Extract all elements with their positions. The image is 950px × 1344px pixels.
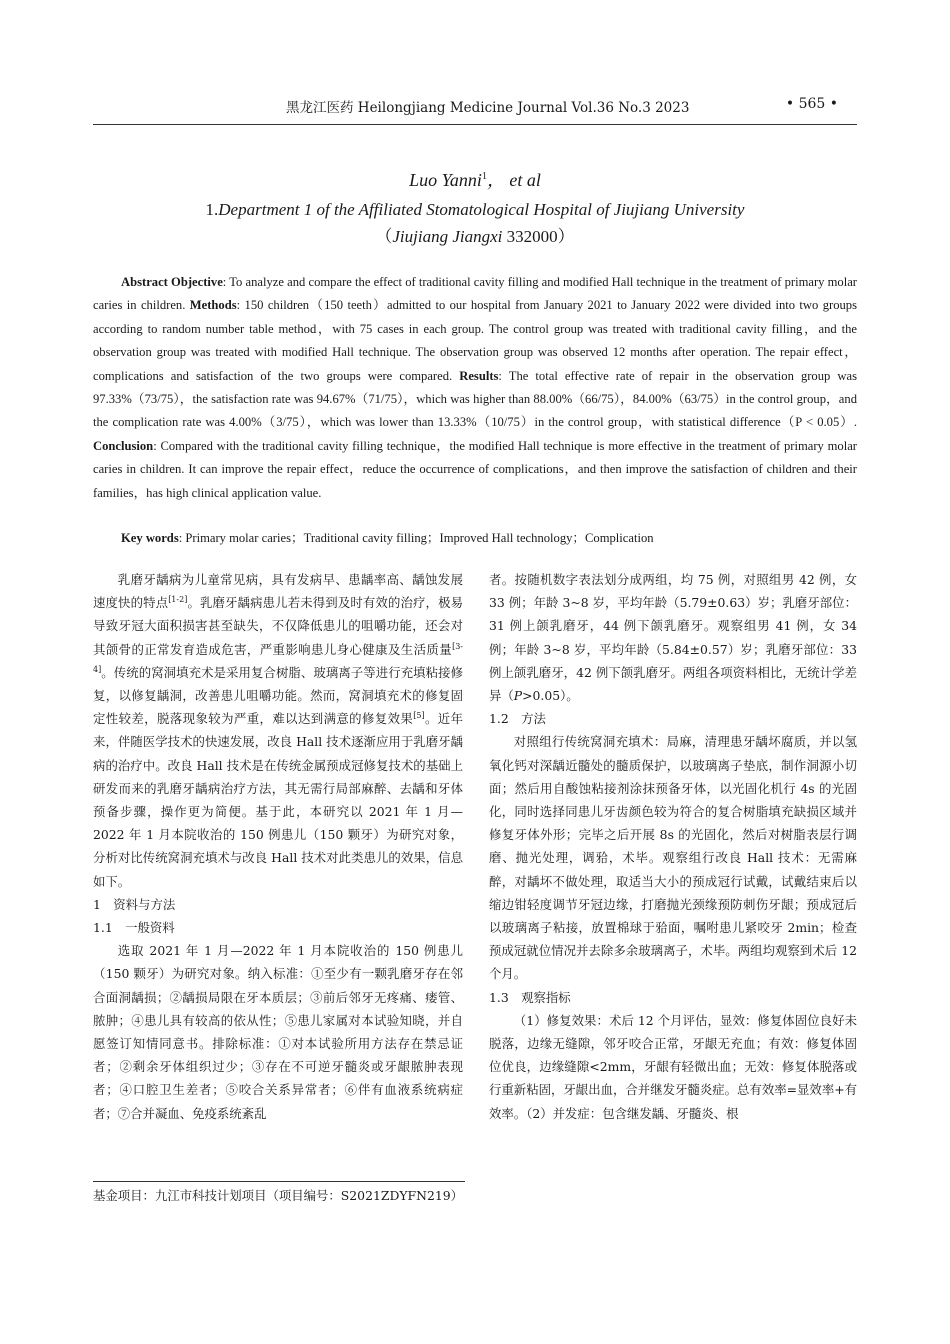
- subsection-heading: 1.2 方法: [489, 711, 546, 727]
- author-etal: ， et al: [486, 170, 541, 190]
- english-abstract: [93, 271, 857, 505]
- continued-text-a: 者。按随机数字表法划分成两组，均 75 例，对照组男 42 例，女 33 例；年龄 3~8 岁，平均年龄（5.79±0.63）岁；乳磨牙部位：31 例上颌乳磨牙，44 例下颌乳磨牙。观察组男 41 例，女 34 例；年龄 3~8 岁，平均年龄（5.84±0.57）岁；乳磨牙部位：33 例上颌乳磨牙，42 例下颌乳磨牙。两组各项资料相比，无统计学差异（: [489, 572, 857, 704]
- affiliation-city: Jiujiang Jiangxi: [392, 227, 503, 246]
- abstract-objective-label: Abstract Objective: [121, 275, 223, 289]
- affiliation: [0, 196, 950, 250]
- abstract-results-text: : The total effective rate of repair in the observation group was 97.33%（73/75），the satisfaction rate was 94.67%（71/75），which was higher than 88.00%（66/75），84.00%（63/75）in the control group，and the complication rate was 4.00%（3/75），which was lower than 13.33%（10/75）in the control group，with statistical difference（P < 0.05）.: [93, 368, 857, 430]
- intro-text-c: 。传统的窝洞填充术是采用复合树脂、玻璃离子等进行充填粘接修复，以修复龋洞，改善患儿咀嚼功能。然而，窝洞填充术的修复固定性较差，脱落现象较为严重，难以达到满意的修复效果: [93, 664, 463, 727]
- affiliation-number: 1.: [205, 200, 219, 219]
- p-value-symbol: P: [513, 688, 523, 704]
- keywords: [93, 527, 857, 550]
- methods-paragraph: 对照组行传统窝洞充填术：局麻，清理患牙龋坏腐质，并以氢氧化钙对深龋近髓处的髓质保护，以玻璃离子垫底，制作洞源小切面；然后用自酸蚀粘接剂涂抹预备牙体，以光固化机行 4s 的光固化，同时选择同患儿牙齿颜色较为符合的复合树脂填充缺损区域并修复牙体外形；完毕之后开展 8s 的光固化，然后对树脂表层行调磨、抛光处理，调𬌗，术毕。观察组行改良 Hall 技术：无需麻醉，对龋坏不做处理，取适当大小的预成冠行试戴，试戴结束后以缩边钳轻度调节牙冠边缘，打磨抛光颈缘预防刺伤牙龈；预成冠后以玻璃离子粘接，放置棉球于𬌗面，嘱咐患儿紧咬牙 2min；检查预成冠就位情况并去除多余玻璃离子，术毕。两组均观察到术后 12 个月。: [489, 734, 857, 982]
- abstract-conclusion-text: : Compared with the traditional cavity filling technique，the modified Hall technique is more effective in the treatment of primary molar caries in children. It can improve the repair effect，reduce the occurrence of complications，and then improve the satisfaction of children and their families，has high clinical application value.: [93, 438, 857, 500]
- affiliation-paren: （: [375, 227, 393, 246]
- affiliation-line-1: [0, 196, 950, 223]
- abstract-methods-label: Methods: [189, 298, 237, 313]
- continued-paragraph: [489, 568, 857, 707]
- citation-ref: [3-4]: [93, 641, 463, 674]
- running-header: 黑龙江医药 Heilongjiang Medicine Journal Vol.36 No.3 2023: [286, 100, 690, 116]
- abstract-conclusion-label: Conclusion: [93, 438, 154, 453]
- author-line: [0, 166, 950, 192]
- indicators-paragraph: （1）修复效果：术后 12 个月评估，显效：修复体固位良好未脱落，边缘无缝隙，邻牙咬合正常，牙龈无充血；有效：修复体固位优良，边缘缝隙<2mm，牙龈有轻微出血；无效：修复体脱落或行重新粘固，牙龈出血，合并继发牙髓炎症。总有效率=显效率+有效率。（2）并发症：包含继发龋、牙髓炎、根: [489, 1012, 857, 1121]
- funding-footnote: 基金项目：九江市科技计划项目（项目编号：S2021ZDYFN219）: [93, 1188, 464, 1203]
- right-column: [489, 568, 857, 1125]
- intro-paragraph: [93, 568, 463, 893]
- citation-ref: [5]: [413, 711, 425, 721]
- affiliation-postcode: 332000）: [502, 227, 575, 246]
- abstract-results-label: Results: [459, 368, 499, 383]
- footnote-rule: [93, 1181, 465, 1182]
- header-rule: [93, 124, 857, 125]
- keywords-text: : Primary molar caries；Traditional cavity filling；Improved Hall technology；Complication: [178, 531, 654, 545]
- intro-text-a: 乳磨牙龋病为儿童常见病，具有发病早、患龋率高、龋蚀发展速度快的特点: [93, 572, 463, 611]
- abstract-objective-text: : To analyze and compare the effect of traditional cavity filling and modified Hall technique in the treatment of primary molar caries in children.: [93, 275, 857, 313]
- abstract-methods-text: : 150 children（150 teeth）admitted to our hospital from January 2021 to January 2022 were divided into two groups according to random number table method，with 75 cases in each group. The control group was treated with traditional cavity filling，and the observation group was treated with modified Hall technique. The observation group was observed 12 months after operation. The repair effect，complications and satisfaction of the two groups were compared.: [93, 298, 857, 383]
- continued-text-b: >0.05）。: [522, 688, 579, 704]
- affiliation-institution: Department 1 of the Affiliated Stomatological Hospital of Jiujiang University: [218, 200, 745, 219]
- general-data-paragraph: 选取 2021 年 1 月—2022 年 1 月本院收治的 150 例患儿（150 颗牙）为研究对象。纳入标准：①至少有一颗乳磨牙存在邻合面洞龋损；②龋损局限在牙本质层；③前后邻牙无疼痛、瘘管、脓肿；④患儿具有较高的依从性；⑤患儿家属对本试验知晓，并自愿签订知情同意书。排除标准：①对本试验所用方法存在禁忌证者；②剩余牙体组织过少；③存在不可逆牙髓炎或牙龈脓肿表现者；④口腔卫生差者；⑤咬合关系异常者；⑥伴有血液系统病症者；⑦合并凝血、免疫系统紊乱: [93, 943, 463, 1121]
- author-name: Luo Yanni: [409, 170, 482, 190]
- page-number: • 565 •: [785, 96, 838, 112]
- affiliation-line-2: [0, 223, 950, 250]
- section-heading: 1 资料与方法: [93, 896, 176, 912]
- author-affil-mark: 1: [481, 171, 487, 182]
- left-column: [93, 568, 463, 1125]
- keywords-label: Key words: [121, 531, 179, 545]
- intro-text-b: 。乳磨牙龋病患儿若未得到及时有效的治疗，极易导致牙冠大面积损害甚至缺失，不仅降低患儿的咀嚼功能，还会对其颌骨的正常发育造成危害，严重影响患儿身心健康及生活质量: [93, 595, 463, 657]
- citation-ref: [1-2]: [168, 595, 188, 605]
- intro-text-d: 。近年来，伴随医学技术的快速发展，改良 Hall 技术逐渐应用于乳磨牙龋病的治疗中。改良 Hall 技术是在传统金属预成冠修复技术的基础上研发而来的乳磨牙龋病治疗方法，其无需行局部麻醉、去龋和牙体预备步骤，操作更为简便。基于此，本研究以 2021 年 1 月—2022 年 1 月本院收治的 150 例患儿（150 颗牙）为研究对象，分析对比传统窝洞充填术与改良 Hall 技术对此类患儿的效果，信息如下。: [93, 711, 464, 889]
- subsection-heading: 1.3 观察指标: [489, 989, 571, 1005]
- subsection-heading: 1.1 一般资料: [93, 920, 175, 936]
